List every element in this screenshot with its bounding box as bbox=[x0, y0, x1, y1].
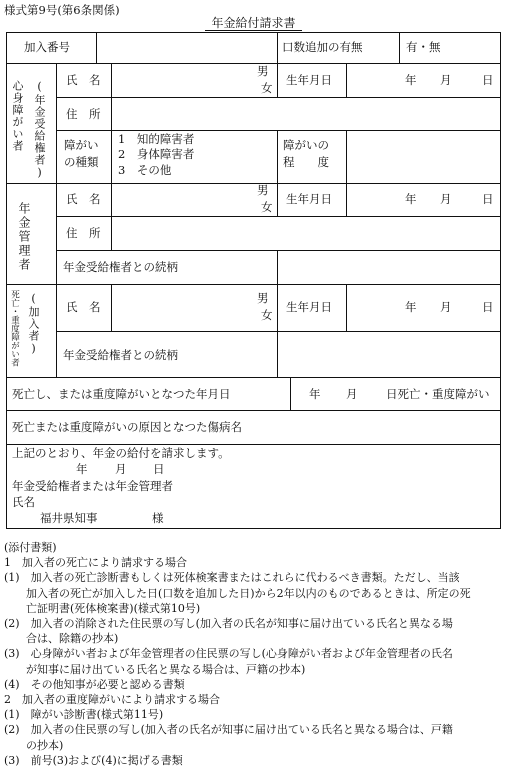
member-label-b: (加入者) bbox=[27, 292, 40, 356]
form-number: 様式第9号(第6条関係) bbox=[4, 3, 120, 17]
request-honorific: 様 bbox=[152, 511, 164, 525]
death-date-label: 死亡し、または重度障がいとなつた年月日 bbox=[12, 387, 231, 401]
manager-relation-label: 年金受給権者との続柄 bbox=[63, 260, 178, 274]
request-line-3: 年金受給権者または年金管理者 bbox=[12, 479, 173, 493]
member-dob-day: 日 bbox=[482, 300, 494, 314]
notes-line: (4) その他知事が必要と認める書類 bbox=[4, 677, 185, 691]
request-date-year: 年 bbox=[76, 462, 88, 476]
disability-type-option-3[interactable]: 3 その他 bbox=[118, 163, 172, 177]
enrollment-number-label: 加入番号 bbox=[24, 40, 70, 54]
manager-name-label: 氏 名 bbox=[66, 192, 101, 206]
request-addressee: 福井県知事 bbox=[40, 511, 98, 525]
notes-line: 合は、除籍の抄本) bbox=[4, 632, 119, 646]
member-dob-month: 月 bbox=[440, 300, 452, 314]
notes-line: 2 加入者の重度障がいにより請求する場合 bbox=[4, 693, 220, 707]
beneficiary-label-main: 心身障がい者 bbox=[11, 80, 24, 152]
manager-gender-female[interactable]: 女 bbox=[261, 200, 273, 214]
beneficiary-name-label: 氏 名 bbox=[66, 73, 101, 87]
member-name-label: 氏 名 bbox=[66, 300, 101, 314]
manager-dob-label: 生年月日 bbox=[286, 192, 332, 206]
notes-line: (3) 心身障がい者および年金管理者の住民票の写し(心身障がい者および年金管理者の氏名 bbox=[4, 647, 453, 661]
request-line-4: 氏名 bbox=[12, 495, 35, 509]
attachments-notes bbox=[0, 540, 507, 768]
notes-line: (2) 加入者の消除された住民票の写し(加入者の氏名が知事に届け出ている氏名と異なる場 bbox=[4, 617, 453, 631]
death-date-suffix: 日死亡・重度障がい bbox=[386, 387, 490, 401]
disability-type-option-2[interactable]: 2 身体障害者 bbox=[118, 147, 195, 161]
notes-line: (添付書類) bbox=[4, 541, 57, 554]
beneficiary-dob-year: 年 bbox=[405, 73, 417, 87]
form-title: 年金給付請求書 bbox=[205, 16, 301, 31]
manager-dob-year: 年 bbox=[405, 192, 417, 206]
beneficiary-label-paren: (年金受給権者) bbox=[33, 80, 46, 180]
manager-dob-month: 月 bbox=[440, 192, 452, 206]
notes-line: (1) 障がい診断書(様式第11号) bbox=[4, 708, 164, 722]
manager-dob-day: 日 bbox=[482, 192, 494, 206]
member-label-a: 死亡・重度障がい者 bbox=[9, 290, 20, 367]
member-gender-male[interactable]: 男 bbox=[257, 291, 269, 305]
notes-line: 1 加入者の死亡により請求する場合 bbox=[4, 556, 187, 570]
beneficiary-dob-label: 生年月日 bbox=[286, 73, 332, 87]
member-relation-label: 年金受給権者との続柄 bbox=[63, 348, 178, 362]
member-gender-female[interactable]: 女 bbox=[261, 308, 273, 322]
disability-degree-label-1: 障がいの bbox=[283, 138, 329, 152]
death-date-month: 月 bbox=[346, 387, 358, 401]
manager-address-label: 住 所 bbox=[66, 226, 101, 240]
notes-line: (1) 加入者の死亡診断書もしくは死体検案書またはこれらに代わるべき書類。ただし、当該 bbox=[4, 571, 460, 585]
notes-line: の抄本) bbox=[4, 738, 64, 752]
death-date-year: 年 bbox=[309, 387, 321, 401]
notes-line: が知事に届け出ている氏名と異なる場合は、戸籍の抄本) bbox=[4, 662, 306, 676]
disability-degree-label-2: 程 度 bbox=[283, 155, 329, 169]
request-date-month: 月 bbox=[115, 462, 127, 476]
request-line-1: 上記のとおり、年金の給付を請求します。 bbox=[12, 446, 230, 460]
beneficiary-dob-day: 日 bbox=[482, 73, 494, 87]
kouchi-value[interactable]: 有・無 bbox=[406, 40, 441, 54]
notes-line: 亡証明書(死体検案書)(様式第10号) bbox=[4, 601, 201, 615]
beneficiary-gender-male[interactable]: 男 bbox=[257, 64, 269, 78]
notes-line: 加入者の死亡が加入した日(口数を追加した日)から2年以内のものであるときは、所定の死 bbox=[4, 586, 471, 600]
manager-gender-male[interactable]: 男 bbox=[257, 183, 269, 197]
notes-line: (2) 加入者の住民票の写し(加入者の氏名が知事に届け出ている氏名と異なる場合は、戸籍 bbox=[4, 723, 453, 737]
member-dob-year: 年 bbox=[405, 300, 417, 314]
kouchi-label: 口数追加の有無 bbox=[282, 40, 363, 54]
beneficiary-address-label: 住 所 bbox=[66, 107, 101, 121]
request-date-day: 日 bbox=[153, 462, 165, 476]
beneficiary-dob-month: 月 bbox=[440, 73, 452, 87]
disability-type-option-1[interactable]: 1 知的障害者 bbox=[118, 132, 195, 146]
disability-type-label-2: の種類 bbox=[64, 155, 99, 169]
cause-label: 死亡または重度障がいの原因となつた傷病名 bbox=[12, 420, 242, 434]
disability-type-label-1: 障がい bbox=[64, 138, 99, 152]
member-dob-label: 生年月日 bbox=[286, 300, 332, 314]
beneficiary-gender-female[interactable]: 女 bbox=[261, 81, 273, 95]
manager-section-label: 年金管理者 bbox=[17, 202, 31, 272]
notes-line: (3) 前号(3)および(4)に掲げる書類 bbox=[4, 753, 183, 767]
